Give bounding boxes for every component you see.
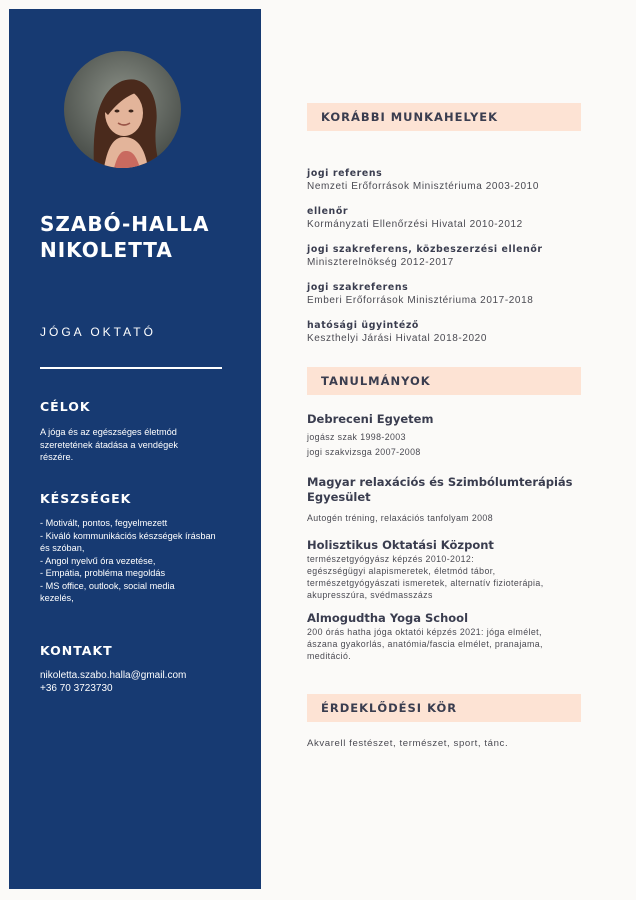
work-item-detail: Nemzeti Erőforrások Minisztériuma 2003-2010 (307, 181, 539, 192)
education-detail-line: ászana gyakorlás, anatómia/fascia elmélet, pranajama, (307, 639, 543, 649)
education-detail-line: Autogén tréning, relaxációs tanfolyam 2008 (307, 513, 494, 523)
work-item-detail: Kormányzati Ellenőrzési Hivatal 2010-2012 (307, 219, 523, 230)
education-item-details (307, 626, 587, 662)
sidebar (9, 9, 261, 889)
work-item-title: jogi referens (307, 168, 383, 179)
interests-text: Akvarell festészet, természet, sport, tánc. (307, 738, 509, 749)
goals-heading: CÉLOK (40, 399, 91, 414)
candidate-name (40, 211, 250, 263)
education-detail-line: egészségügyi alapismeretek, életmód tábor, (307, 566, 496, 576)
skills-heading: KÉSZSÉGEK (40, 491, 132, 506)
goals-line: részére. (40, 452, 74, 462)
interests-heading: ÉRDEKLŐDÉSI KÖR (321, 701, 458, 715)
skills-line: és szóban, (40, 543, 85, 553)
goals-line: szeretetének átadása a vendégek (40, 439, 178, 450)
work-item (307, 168, 587, 193)
contact-heading: KONTAKT (40, 643, 113, 658)
education-heading: TANULMÁNYOK (321, 374, 431, 388)
education-detail-line: jogász szak 1998-2003 (307, 432, 406, 442)
education-item (307, 538, 587, 601)
work-item (307, 244, 587, 269)
goals-text (40, 426, 230, 464)
skills-line: - Kiváló kommunikációs készségek írásban (40, 530, 216, 541)
education-item (307, 611, 587, 662)
name-line-1: SZABÓ-HALLA (40, 212, 210, 236)
work-item-title: jogi szakreferens (307, 282, 409, 293)
contact-details (40, 669, 230, 695)
name-line-2: NIKOLETTA (40, 238, 173, 262)
education-item-title: Magyar relaxációs és Szimbólumterápiás (307, 475, 573, 489)
interests-heading-band (307, 694, 581, 722)
skills-text (40, 517, 230, 605)
skills-line: kezelés, (40, 593, 74, 603)
education-detail-line: meditáció. (307, 651, 352, 661)
education-item-title: Egyesület (307, 490, 371, 504)
profile-photo (64, 51, 181, 168)
work-item-title: hatósági ügyintéző (307, 320, 419, 331)
education-heading-band (307, 367, 581, 395)
contact-phone[interactable]: +36 70 3723730 (40, 683, 113, 694)
education-item-details (307, 512, 587, 524)
work-item (307, 206, 587, 231)
main-content (307, 0, 587, 900)
work-item (307, 282, 587, 307)
work-item (307, 320, 587, 345)
education-detail-line: 200 órás hatha jóga oktatói képzés 2021: jóga elmélet, (307, 627, 542, 637)
education-detail-line: természetgyógyászati ismeretek, alternatív fizioterápia, (307, 578, 544, 588)
education-detail-line: természetgyógyász képzés 2010-2012: (307, 554, 475, 564)
contact-email[interactable]: nikoletta.szabo.halla@gmail.com (40, 670, 187, 681)
education-item (307, 475, 587, 524)
education-item-details (307, 431, 587, 458)
work-item-detail: Miniszterelnökség 2012-2017 (307, 257, 454, 268)
work-item-title: jogi szakreferens, közbeszerzési ellenőr (307, 244, 543, 255)
education-detail-line: jogi szakvizsga 2007-2008 (307, 447, 421, 457)
skills-line: - MS office, outlook, social media (40, 580, 175, 591)
skills-line: - Angol nyelvű óra vezetése, (40, 555, 156, 566)
work-item-detail: Keszthelyi Járási Hivatal 2018-2020 (307, 333, 487, 344)
skills-line: - Empátia, probléma megoldás (40, 568, 166, 578)
work-item-title: ellenőr (307, 206, 349, 217)
education-item (307, 412, 587, 458)
education-item-title: Almogudtha Yoga School (307, 611, 469, 625)
work-item-detail: Emberi Erőforrások Minisztériuma 2017-2018 (307, 295, 534, 306)
education-detail-line: akupresszúra, svédmasszázs (307, 590, 433, 600)
education-item-details (307, 553, 587, 601)
skills-line: - Motivált, pontos, fegyelmezett (40, 518, 168, 528)
sidebar-divider (40, 367, 222, 369)
education-item-title: Debreceni Egyetem (307, 412, 434, 426)
education-item-title: Holisztikus Oktatási Központ (307, 538, 494, 552)
job-role: JÓGA OKTATÓ (40, 325, 156, 339)
work-heading-band (307, 103, 581, 131)
goals-line: A jóga és az egészséges életmód (40, 427, 177, 437)
work-heading: KORÁBBI MUNKAHELYEK (321, 110, 499, 124)
